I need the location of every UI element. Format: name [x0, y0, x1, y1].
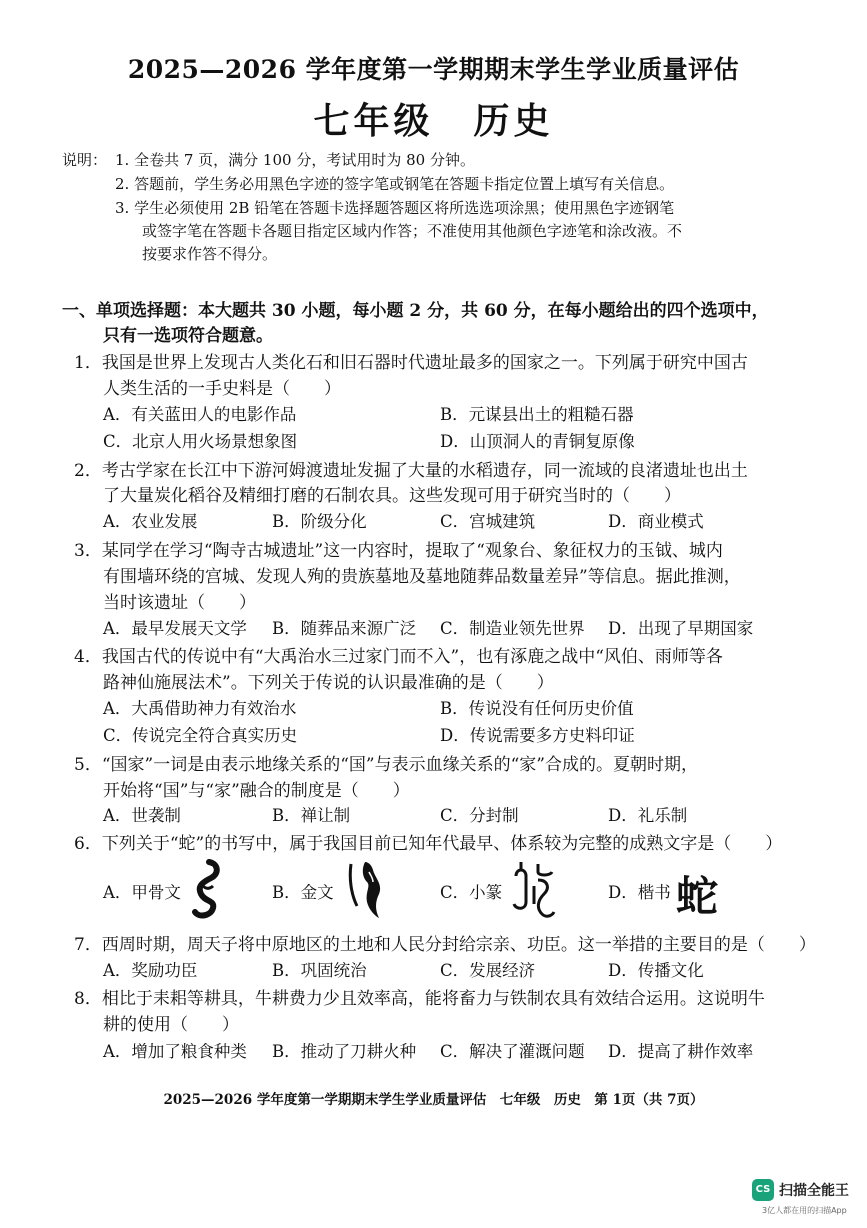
question-3-option-c[interactable]: C．制造业领先世界: [440, 619, 585, 638]
question-1-option-a[interactable]: A．有关蓝田人的电影作品: [103, 405, 297, 424]
question-4-option-b[interactable]: B．传说没有任何历史价值: [440, 699, 634, 718]
question-7-stem: 7．西周时期，周天子将中原地区的土地和人民分封给宗亲、功臣。这一举措的主要目的是（ ）: [74, 935, 816, 955]
instructions-label: 说明：: [62, 151, 108, 169]
seal-script-snake-glyph: [508, 858, 558, 922]
question-6-option-d[interactable]: D．楷书: [608, 883, 671, 902]
instruction-item: 按要求作答不得分。: [142, 245, 278, 263]
question-4-option-d[interactable]: D．传说需要多方史料印证: [440, 726, 635, 745]
regular-script-snake-glyph: 蛇: [676, 872, 719, 921]
subject-label: 历史: [473, 100, 554, 142]
question-4-option-c[interactable]: C．传说完全符合真实历史: [103, 726, 298, 745]
question-4-option-a[interactable]: A．大禹借助神力有效治水: [103, 699, 297, 718]
question-3-stem-cont: 当时该遗址（ ）: [103, 593, 256, 613]
question-1-option-d[interactable]: D．山顶洞人的青铜复原像: [440, 432, 635, 451]
question-5-stem: 5．“国家”一词是由表示地缘关系的“国”与表示血缘关系的“家”合成的。夏朝时期，: [74, 755, 698, 775]
instruction-item: 2. 答题前，学生务必用黑色字迹的签字笔或钢笔在答题卡指定位置上填写有关信息。: [115, 175, 675, 193]
question-1-stem: 1．我国是世界上发现古人类化石和旧石器时代遗址最多的国家之一。下列属于研究中国古: [74, 353, 748, 373]
section-heading-continued: 只有一选项符合题意。: [103, 326, 273, 346]
question-6-option-c[interactable]: C．小篆: [440, 883, 503, 902]
question-6-option-a[interactable]: A．甲骨文: [103, 883, 181, 902]
question-2-option-b[interactable]: B．阶级分化: [272, 512, 367, 531]
bronze-script-snake-glyph: [345, 858, 387, 922]
watermark-app-name: 扫描全能王: [779, 1183, 849, 1199]
question-5-option-d[interactable]: D．礼乐制: [608, 806, 688, 825]
instruction-item: 或签字笔在答题卡各题目指定区域内作答；不准使用其他颜色字迹笔和涂改液。不: [142, 222, 683, 240]
question-7-option-a[interactable]: A．奖励功臣: [103, 961, 198, 980]
question-7-option-c[interactable]: C．发展经济: [440, 961, 536, 980]
question-8-option-a[interactable]: A．增加了粮食种类: [103, 1042, 247, 1061]
question-3-option-b[interactable]: B．随葬品来源广泛: [272, 619, 417, 638]
question-3-option-a[interactable]: A．最早发展天文学: [103, 619, 247, 638]
question-5-option-a[interactable]: A．世袭制: [103, 806, 181, 825]
exam-title: 2025—2026 学年度第一学期期末学生学业质量评估: [127, 55, 740, 84]
watermark-tagline: 3亿人都在用的扫描App: [762, 1206, 847, 1215]
oracle-bone-snake-glyph: [189, 858, 223, 920]
instruction-item: 1. 全卷共 7 页，满分 100 分，考试用时为 80 分钟。: [115, 151, 475, 169]
section-heading: 一、单项选择题：本大题共 30 小题，每小题 2 分，共 60 分，在每小题给出的四个选项中，: [62, 301, 769, 321]
page-footer: 2025—2026 学年度第一学期期末学生学业质量评估 七年级 历史 第 1页（共 7页）: [163, 1092, 704, 1108]
question-8-stem: 8．相比于耒耜等耕具，牛耕费力少且效率高，能将畜力与铁制农具有效结合运用。这说明牛: [74, 989, 765, 1009]
question-1-option-b[interactable]: B．元谋县出土的粗糙石器: [440, 405, 634, 424]
question-3-option-d[interactable]: D．出现了早期国家: [608, 619, 754, 638]
question-2-stem-cont: 了大量炭化稻谷及精细打磨的石制农具。这些发现可用于研究当时的（ ）: [103, 486, 681, 506]
camscanner-logo-icon: CS: [752, 1179, 774, 1201]
question-6-option-b[interactable]: B．金文: [272, 883, 334, 902]
question-7-option-b[interactable]: B．巩固统治: [272, 961, 367, 980]
grade-subject-heading: [0, 93, 867, 144]
question-5-option-c[interactable]: C．分封制: [440, 806, 519, 825]
question-4-stem-cont: 路神仙施展法术”。下列关于传说的认识最准确的是（ ）: [103, 673, 554, 693]
question-5-stem-cont: 开始将“国”与“家”融合的制度是（ ）: [103, 781, 410, 801]
question-1-option-c[interactable]: C．北京人用火场景想象图: [103, 432, 298, 451]
question-8-option-c[interactable]: C．解决了灌溉问题: [440, 1042, 585, 1061]
instruction-item: 3. 学生必须使用 2B 铅笔在答题卡选择题答题区将所选选项涂黑；使用黑色字迹钢笔: [115, 199, 675, 217]
question-4-stem: 4．我国古代的传说中有“大禹治水三过家门而不入”，也有涿鹿之战中“风伯、雨师等各: [74, 647, 723, 667]
question-7-option-d[interactable]: D．传播文化: [608, 961, 704, 980]
question-5-option-b[interactable]: B．禅让制: [272, 806, 351, 825]
question-2-option-a[interactable]: A．农业发展: [103, 512, 198, 531]
grade-label: 七年级: [313, 100, 434, 142]
question-6-stem: 6．下列关于“蛇”的书写中，属于我国目前已知年代最早、体系较为完整的成熟文字是（ ）: [74, 834, 783, 854]
question-2-stem: 2．考古学家在长江中下游河姆渡遗址发掘了大量的水稻遗存，同一流域的良渚遗址也出土: [74, 461, 748, 481]
question-1-stem-cont: 人类生活的一手史料是（ ）: [103, 379, 341, 399]
question-3-stem: 3．某同学在学习“陶寺古城遗址”这一内容时，提取了“观象台、象征权力的玉钺、城内: [74, 541, 723, 561]
question-8-stem-cont: 耕的使用（ ）: [103, 1015, 239, 1035]
question-2-option-c[interactable]: C．宫城建筑: [440, 512, 536, 531]
question-8-option-d[interactable]: D．提高了耕作效率: [608, 1042, 754, 1061]
question-8-option-b[interactable]: B．推动了刀耕火种: [272, 1042, 417, 1061]
question-3-stem-cont: 有围墙环绕的宫城、发现人殉的贵族墓地及墓地随葬品数量差异”等信息。据此推测，: [103, 567, 741, 587]
question-2-option-d[interactable]: D．商业模式: [608, 512, 704, 531]
